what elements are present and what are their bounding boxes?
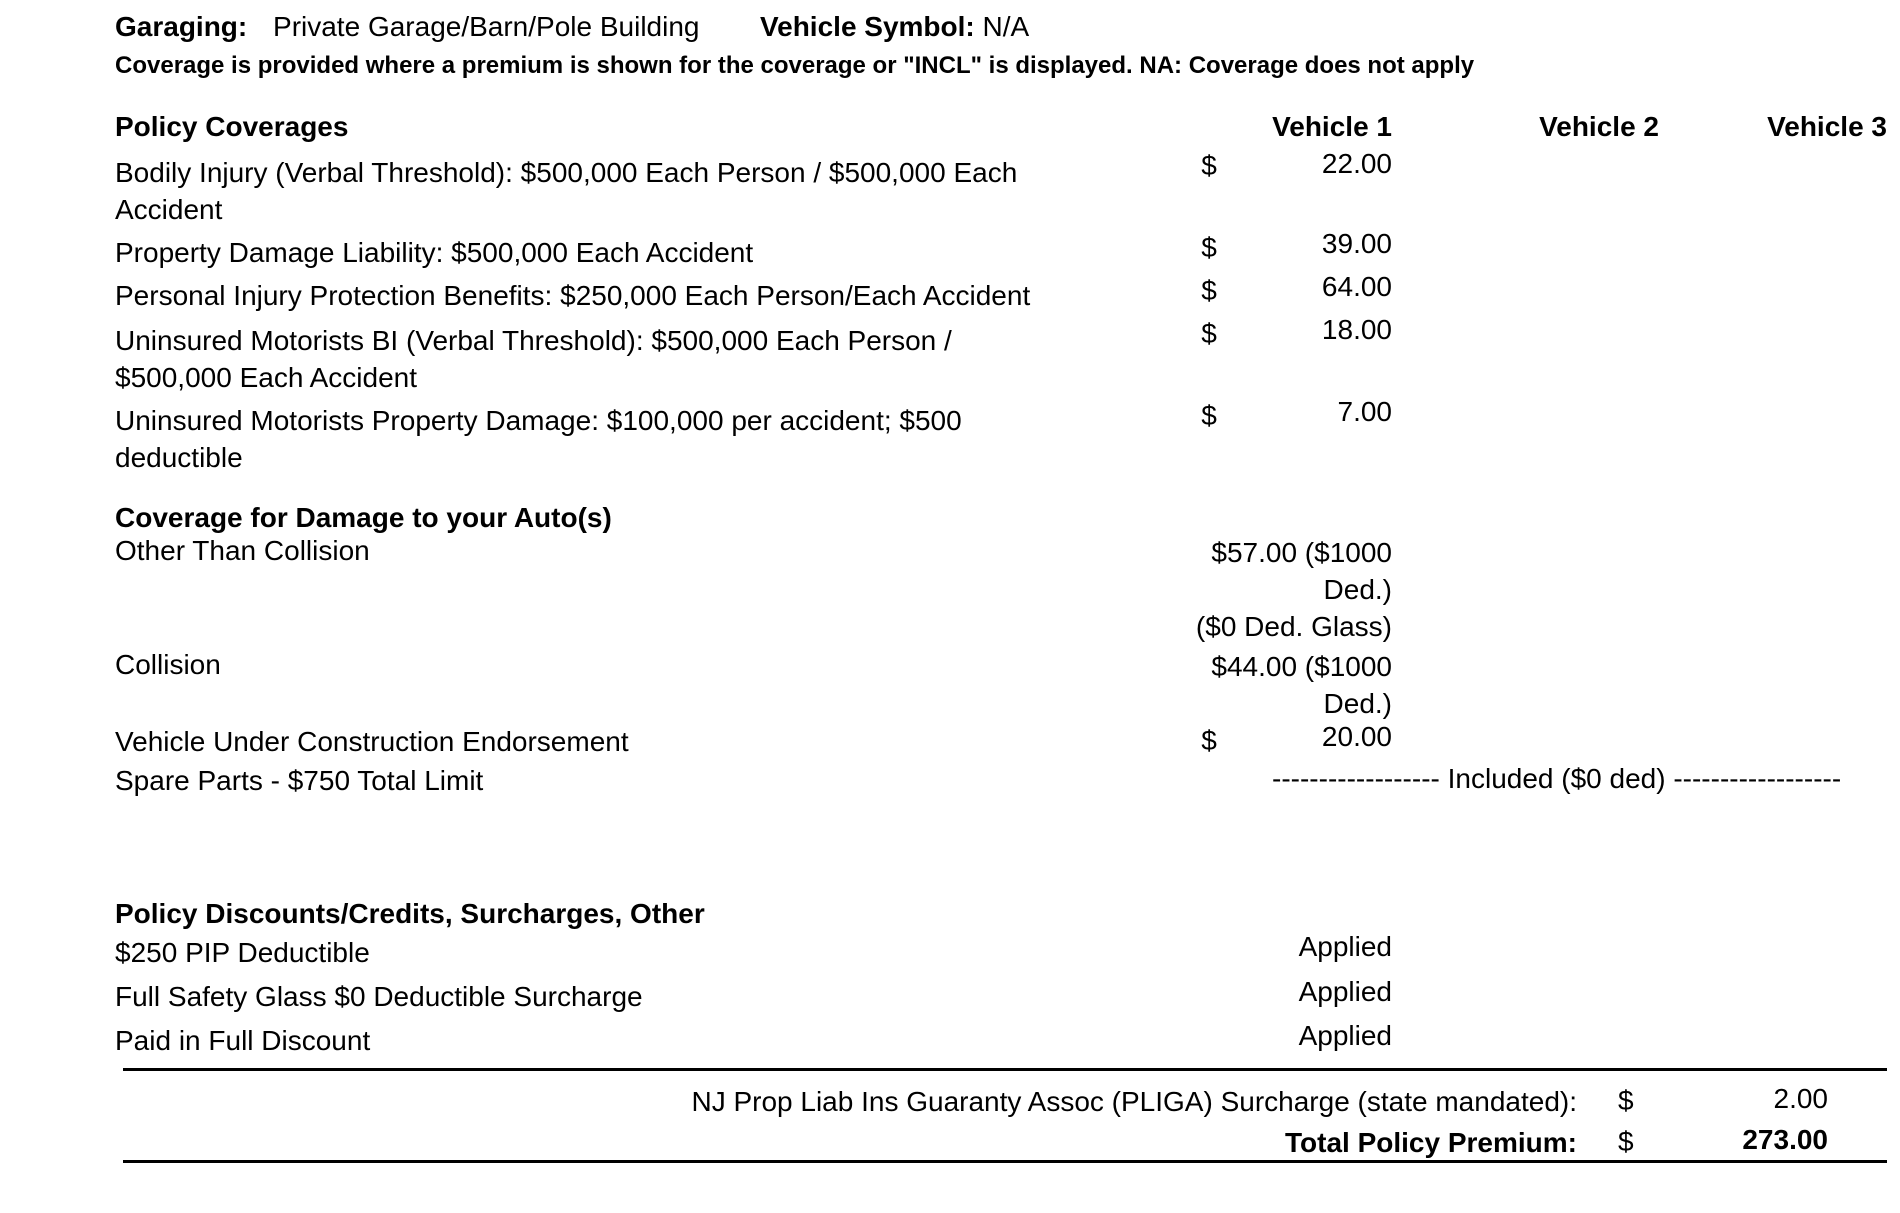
coverage-notice: Coverage is provided where a premium is shown for the coverage or "INCL" is displayed. NA: Coverage does not apply	[115, 52, 1475, 79]
currency-symbol: $	[1201, 275, 1217, 306]
column-vehicle-2: Vehicle 2	[1539, 111, 1659, 142]
vehicle-symbol-value: N/A	[982, 11, 1030, 42]
discount-status: Applied	[1298, 931, 1392, 962]
premium-pip: 64.00	[1321, 271, 1392, 302]
garaging-line	[115, 8, 699, 45]
premium-um-pd: 7.00	[1337, 396, 1392, 427]
currency-symbol: $	[1201, 232, 1217, 263]
other-than-collision-label: Other Than Collision	[115, 535, 370, 566]
discounts-heading: Policy Discounts/Credits, Surcharges, Other	[115, 898, 705, 929]
pliga-amount: 2.00	[1773, 1083, 1828, 1114]
column-vehicle-1: Vehicle 1	[1272, 111, 1392, 142]
totals-top-rule	[123, 1068, 1887, 1071]
currency-symbol: $	[1201, 318, 1217, 349]
other-than-collision-value: $57.00 ($1000 Ded.) ($0 Ded. Glass)	[1195, 537, 1392, 642]
total-premium-amount: 273.00	[1742, 1124, 1828, 1155]
currency-symbol: $	[1201, 400, 1217, 431]
vehicle-under-construction-label: Vehicle Under Construction Endorsement	[115, 726, 629, 757]
pliga-label: NJ Prop Liab Ins Guaranty Assoc (PLIGA) Surcharge (state mandated):	[691, 1086, 1577, 1117]
total-premium-label: Total Policy Premium:	[1285, 1127, 1577, 1158]
discount-status: Applied	[1298, 1020, 1392, 1051]
discount-label-safety-glass: Full Safety Glass $0 Deductible Surcharge	[115, 981, 643, 1012]
vehicle-symbol-label: Vehicle Symbol:	[760, 11, 975, 42]
currency-symbol: $	[1618, 1085, 1634, 1116]
discount-status: Applied	[1298, 976, 1392, 1007]
vehicle-symbol	[760, 8, 1029, 45]
premium-bodily-injury: 22.00	[1321, 148, 1392, 179]
coverage-label-pip: Personal Injury Protection Benefits: $250,000 Each Person/Each Accident	[115, 280, 1031, 311]
coverage-label-bodily-injury: Bodily Injury (Verbal Threshold): $500,000 Each Person / $500,000 Each Accident	[115, 157, 1018, 225]
spare-parts-label: Spare Parts - $750 Total Limit	[115, 765, 484, 796]
currency-symbol: $	[1201, 725, 1217, 756]
discount-label-pip-deductible: $250 PIP Deductible	[115, 937, 370, 968]
premium-property-damage: 39.00	[1321, 228, 1392, 259]
coverage-label-um-pd: Uninsured Motorists Property Damage: $100,000 per accident; $500 deductible	[115, 405, 962, 473]
spare-parts-value: ------------------ Included ($0 ded) ------------------	[1272, 763, 1842, 794]
policy-coverages-heading: Policy Coverages	[115, 111, 349, 142]
discount-label-paid-in-full: Paid in Full Discount	[115, 1025, 371, 1056]
totals-bottom-rule	[123, 1160, 1887, 1163]
premium-vehicle-under-construction: 20.00	[1321, 721, 1392, 752]
garaging-label: Garaging:	[115, 11, 248, 42]
collision-label: Collision	[115, 649, 221, 680]
currency-symbol: $	[1618, 1126, 1634, 1157]
currency-symbol: $	[1201, 150, 1217, 181]
coverage-label-um-bi: Uninsured Motorists BI (Verbal Threshold): $500,000 Each Person / $500,000 Each Accident	[115, 325, 952, 393]
premium-um-bi: 18.00	[1321, 314, 1392, 345]
column-vehicle-3: Vehicle 3	[1767, 111, 1887, 142]
collision-value: $44.00 ($1000 Ded.)	[1211, 651, 1392, 719]
coverage-label-property-damage: Property Damage Liability: $500,000 Each Accident	[115, 237, 754, 268]
damage-coverage-heading: Coverage for Damage to your Auto(s)	[115, 502, 612, 533]
garaging-value: Private Garage/Barn/Pole Building	[273, 11, 700, 42]
